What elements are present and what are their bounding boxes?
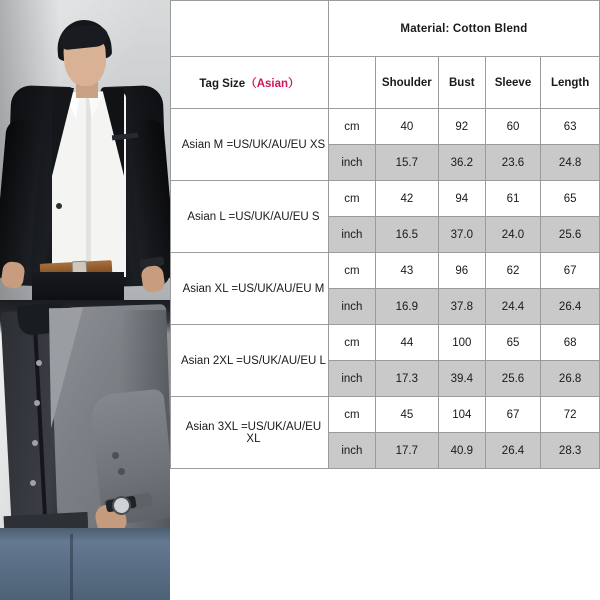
cell-length-inch: 26.4 — [541, 289, 600, 325]
shirt-placket — [86, 96, 91, 271]
man-in-grey-blazer-photo — [0, 300, 170, 600]
shirt-button — [36, 360, 42, 366]
column-header-shoulder: Shoulder — [375, 57, 438, 109]
row-size-label: Asian 2XL =US/UK/AU/EU L — [171, 325, 329, 397]
model-hand-right — [140, 265, 165, 294]
size-table-container — [170, 0, 600, 600]
shirt-button — [34, 400, 40, 406]
tag-size-header — [171, 57, 329, 109]
blazer-button — [118, 468, 125, 475]
jeans-shading — [0, 528, 170, 542]
cell-sleeve-cm: 60 — [485, 109, 540, 145]
unit-cm: cm — [328, 109, 375, 145]
cell-length-cm: 67 — [541, 253, 600, 289]
shirt-button — [30, 480, 36, 486]
shirt-button — [32, 440, 38, 446]
cell-sleeve-inch: 24.0 — [485, 217, 540, 253]
material-label: Material: Cotton Blend — [328, 1, 599, 57]
cell-shoulder-cm: 44 — [375, 325, 438, 361]
unit-cm: cm — [328, 181, 375, 217]
man-in-black-blazer-photo — [0, 0, 170, 300]
unit-header — [328, 57, 375, 109]
unit-inch: inch — [328, 289, 375, 325]
cell-sleeve-cm: 65 — [485, 325, 540, 361]
column-header-length: Length — [541, 57, 600, 109]
table-row-header — [171, 57, 600, 109]
cell-length-cm: 68 — [541, 325, 600, 361]
cell-sleeve-inch: 25.6 — [485, 361, 540, 397]
table-row — [171, 109, 600, 145]
cell-length-inch: 28.3 — [541, 433, 600, 469]
cell-bust-inch: 37.0 — [438, 217, 485, 253]
cell-bust-cm: 92 — [438, 109, 485, 145]
cell-length-inch: 26.8 — [541, 361, 600, 397]
unit-inch: inch — [328, 433, 375, 469]
table-row — [171, 181, 600, 217]
product-photo-column — [0, 0, 170, 600]
blazer-button — [112, 452, 119, 459]
cell-bust-cm: 104 — [438, 397, 485, 433]
table-row — [171, 325, 600, 361]
cell-sleeve-inch: 24.4 — [485, 289, 540, 325]
cell-shoulder-inch: 17.7 — [375, 433, 438, 469]
cell-length-inch: 25.6 — [541, 217, 600, 253]
cell-bust-inch: 36.2 — [438, 145, 485, 181]
black-trousers — [32, 272, 124, 300]
cell-shoulder-inch: 16.9 — [375, 289, 438, 325]
jeans-seam — [70, 534, 73, 600]
cell-shoulder-inch: 15.7 — [375, 145, 438, 181]
unit-cm: cm — [328, 325, 375, 361]
cell-length-cm: 65 — [541, 181, 600, 217]
unit-inch: inch — [328, 361, 375, 397]
row-size-label: Asian XL =US/UK/AU/EU M — [171, 253, 329, 325]
row-size-label: Asian L =US/UK/AU/EU S — [171, 181, 329, 253]
column-header-bust: Bust — [438, 57, 485, 109]
blazer-button — [56, 203, 62, 209]
cell-length-cm: 63 — [541, 109, 600, 145]
cell-shoulder-cm: 43 — [375, 253, 438, 289]
cell-bust-cm: 96 — [438, 253, 485, 289]
cell-length-cm: 72 — [541, 397, 600, 433]
table-row — [171, 253, 600, 289]
column-header-sleeve: Sleeve — [485, 57, 540, 109]
cell-shoulder-cm: 45 — [375, 397, 438, 433]
cell-bust-inch: 40.9 — [438, 433, 485, 469]
cell-bust-cm: 94 — [438, 181, 485, 217]
tag-size-region: （Asian） — [245, 77, 300, 90]
unit-cm: cm — [328, 253, 375, 289]
row-size-label: Asian 3XL =US/UK/AU/EU XL — [171, 397, 329, 469]
cell-length-inch: 24.8 — [541, 145, 600, 181]
unit-cm: cm — [328, 397, 375, 433]
cell-shoulder-inch: 16.5 — [375, 217, 438, 253]
cell-bust-inch: 37.8 — [438, 289, 485, 325]
row-size-label: Asian M =US/UK/AU/EU XS — [171, 109, 329, 181]
cell-sleeve-cm: 62 — [485, 253, 540, 289]
unit-inch: inch — [328, 217, 375, 253]
cell-shoulder-cm: 40 — [375, 109, 438, 145]
blazer-lapel — [49, 308, 85, 429]
cell-shoulder-inch: 17.3 — [375, 361, 438, 397]
tag-size-label: Tag Size — [199, 77, 246, 90]
cell-sleeve-cm: 61 — [485, 181, 540, 217]
cell-sleeve-inch: 26.4 — [485, 433, 540, 469]
blazer-lapel-right — [102, 88, 124, 176]
cell-sleeve-inch: 23.6 — [485, 145, 540, 181]
cell-sleeve-cm: 67 — [485, 397, 540, 433]
spacer-cell — [171, 1, 329, 57]
cell-bust-cm: 100 — [438, 325, 485, 361]
table-row — [171, 397, 600, 433]
unit-inch: inch — [328, 145, 375, 181]
table-row-material — [171, 1, 600, 57]
cell-shoulder-cm: 42 — [375, 181, 438, 217]
blazer-lapel-left — [52, 88, 74, 176]
size-table — [170, 0, 600, 469]
cell-bust-inch: 39.4 — [438, 361, 485, 397]
